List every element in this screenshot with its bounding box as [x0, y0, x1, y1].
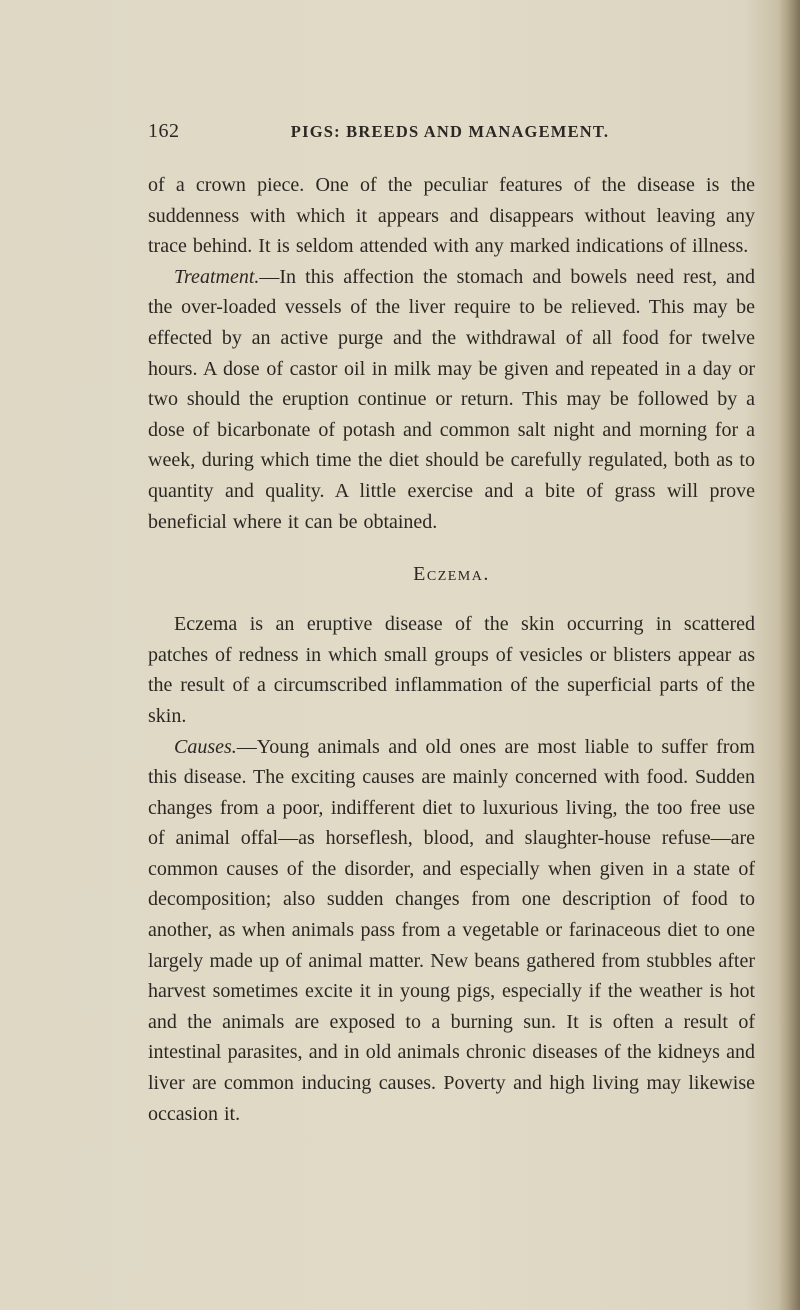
section-heading-text: Eczema. [413, 563, 490, 586]
treatment-text: —In this affection the stomach and bowels need rest, and the over-loaded vessels of the liver require to be relieved. This may be effected by an active purge and the withdrawal of all food for twelve hours. A dose of castor oil in milk may be given and repeated in a day or two should the eruption continue or return. This may be followed by a dose of bicarbonate of potash and common salt night and morning for a week, during which time the diet should be carefully regulated, both as to quantity and quality. A little exercise and a bite of grass will prove beneficial where it can be obtained. [148, 265, 755, 533]
causes-lead: Causes. [174, 735, 237, 758]
causes-text: —Young animals and old ones are most liable to suffer from this disease. The exciting causes are mainly concerned with food. Sudden changes from a poor, indifferent diet to luxurious living, the too free use of animal offal—as horseflesh, blood, and slaughter-house refuse—are common causes of the disorder, and especially when given in a state of decomposition; also sudden changes from one description of food to another, as when animals pass from a vegetable or farinaceous diet to one largely made up of animal matter. New beans gathered from stubbles after harvest sometimes excite it in young pigs, especially if the weather is hot and the animals are exposed to a burning sun. It is often a result of intestinal parasites, and in old animals chronic diseases of the kidneys and liver are common inducing causes. Poverty and high living may likewise occasion it. [148, 735, 755, 1125]
continuation-paragraph: of a crown piece. One of the peculiar features of the disease is the suddenness with which it appears and disappears without leaving any trace behind. It is seldom attended with any marked indications of illness. [148, 174, 755, 258]
page-header [148, 120, 752, 150]
causes-paragraph [148, 732, 755, 1130]
treatment-paragraph [148, 262, 755, 537]
section-heading [148, 559, 755, 589]
treatment-lead: Treatment. [174, 265, 260, 288]
page-number: 162 [148, 120, 180, 142]
text-block [148, 170, 755, 1129]
page-edge-shadow [778, 0, 800, 1310]
running-head: PIGS: BREEDS AND MANAGEMENT. [290, 122, 610, 141]
eczema-definition-paragraph: Eczema is an eruptive disease of the skin occurring in scattered patches of redness in which small groups of vesicles or blisters appear as the result of a circumscribed inflammation of the superficial parts of the skin. [148, 613, 755, 727]
